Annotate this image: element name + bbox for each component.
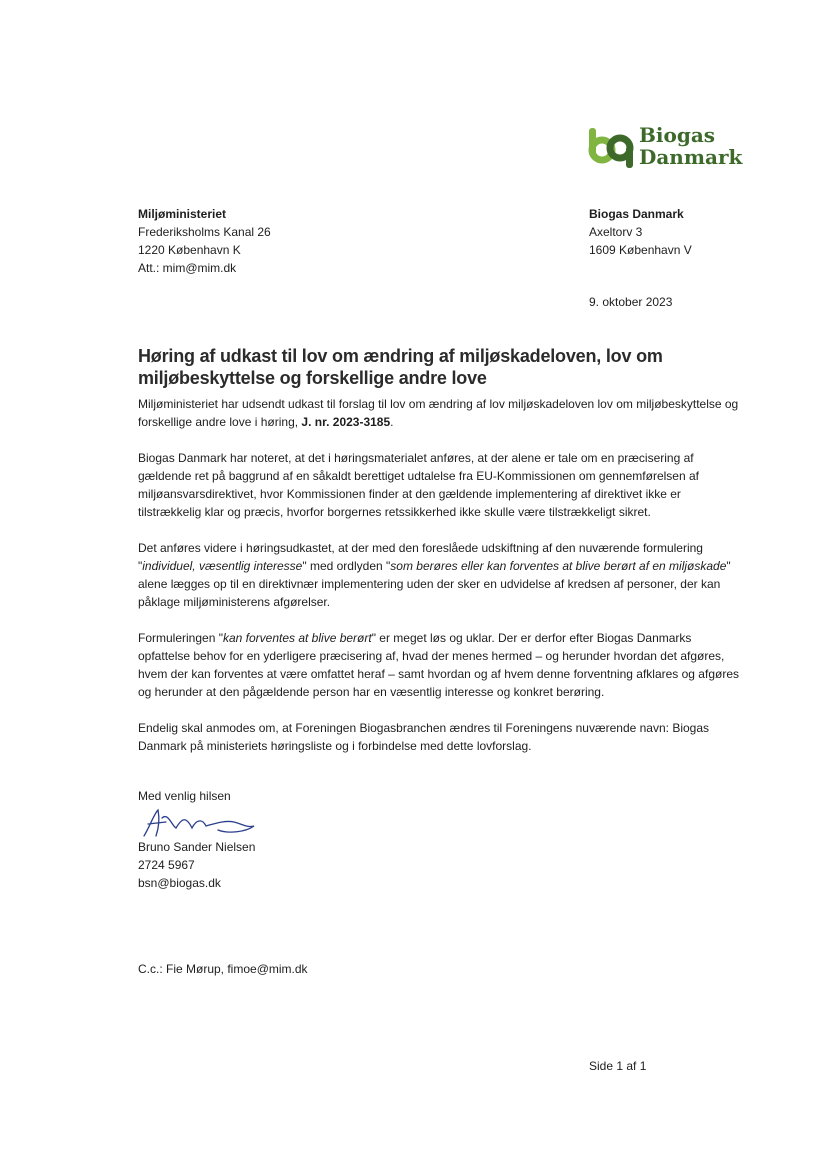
closing: Med venlig hilsen xyxy=(138,789,231,803)
signer-name: Bruno Sander Nielsen xyxy=(138,840,256,854)
recipient-street: Frederiksholms Kanal 26 xyxy=(138,225,271,239)
paragraph-3-a: Det anføres videre i høringsudkastet, at der med den foreslåede udskiftning af den nuværende formulering " xyxy=(138,541,703,573)
handwritten-signature xyxy=(138,806,258,840)
bg-logo-icon xyxy=(587,128,635,168)
logo-line-1: Biogas xyxy=(639,123,716,147)
paragraph-4 xyxy=(138,629,744,701)
recipient-address xyxy=(138,205,271,277)
letter-date: 9. oktober 2023 xyxy=(589,295,673,309)
signer-phone: 2724 5967 xyxy=(138,858,195,872)
logo-line-2: Danmark xyxy=(639,145,743,169)
letter-body xyxy=(138,395,744,773)
paragraph-5: Endelig skal anmodes om, at Foreningen Biogasbranchen ændres til Foreningens nuværende navn: Biogas Danmark på ministeriets høringsliste og i forbindelse med dette lovforslag. xyxy=(138,721,710,753)
paragraph-4-quote: kan forventes at blive berørt xyxy=(222,631,372,645)
reference-number: J. nr. 2023-3185 xyxy=(301,415,391,429)
paragraph-3 xyxy=(138,539,744,611)
letter-title: Høring af udkast til lov om ændring af miljøskadeloven, lov om miljøbeskyttelse og forskellige andre love xyxy=(138,346,663,388)
sender-address xyxy=(589,205,692,259)
paragraph-1 xyxy=(138,395,744,431)
recipient-city: 1220 København K xyxy=(138,243,241,257)
paragraph-3-quote-1: individuel, væsentlig interesse xyxy=(142,559,303,573)
sender-city: 1609 København V xyxy=(589,243,692,257)
carbon-copy: C.c.: Fie Mørup, fimoe@mim.dk xyxy=(138,962,308,976)
paragraph-3-c: " med ordlyden " xyxy=(302,559,391,573)
signer-email: bsn@biogas.dk xyxy=(138,876,221,890)
paragraph-2: Biogas Danmark har noteret, at det i høringsmaterialet anføres, at der alene er tale om en præcisering af gældende ret på baggrund af en såkaldt berettiget udtalelse fra EU-Kommissionen om gennemførelsen af miljøansvarsdirektivet, hvor Kommissionen finder at den gældende implementering af direktivet ikke er tilstrækkelig klar og præcis, hvorfor borgernes retssikkerhed ikke skulle være tilstrækkeligt sikret. xyxy=(138,451,699,519)
paragraph-1-end: . xyxy=(390,415,394,429)
paragraph-3-quote-2: som berøres eller kan forventes at blive berørt af en miljøskade xyxy=(390,559,727,573)
paragraph-1-text: Miljøministeriet har udsendt udkast til forslag til lov om ændring af lov miljøskadeloven lov om miljøbeskyttelse og forskellige andre love i høring, xyxy=(138,397,739,429)
recipient-att: Att.: mim@mim.dk xyxy=(138,261,237,275)
biogas-danmark-logo xyxy=(587,124,747,172)
paragraph-3-e: " alene lægges op til en direktivnær implementering uden der sker en udvidelse af kredsen af personer, der kan påklage miljøministerens afgørelser. xyxy=(138,559,731,609)
paragraph-4-a: Formuleringen " xyxy=(138,631,223,645)
sender-street: Axeltorv 3 xyxy=(589,225,643,239)
sender-name: Biogas Danmark xyxy=(589,207,684,221)
logo-text xyxy=(639,124,742,168)
signer-info xyxy=(138,838,255,892)
paragraph-4-c: " er meget løs og uklar. Der er derfor efter Biogas Danmarks opfattelse behov for en yderligere præcisering af, hvad der menes hermed – og herunder hvordan det afgøres, hvem der kan forventes at være omfattet heraf – samt hvordan og af hvem denne forventning afklares og afgøres og herunder at den pågældende person har en væsentlig interesse og konkret berøring. xyxy=(138,631,739,699)
page-number: Side 1 af 1 xyxy=(589,1059,647,1073)
recipient-name: Miljøministeriet xyxy=(138,207,227,221)
